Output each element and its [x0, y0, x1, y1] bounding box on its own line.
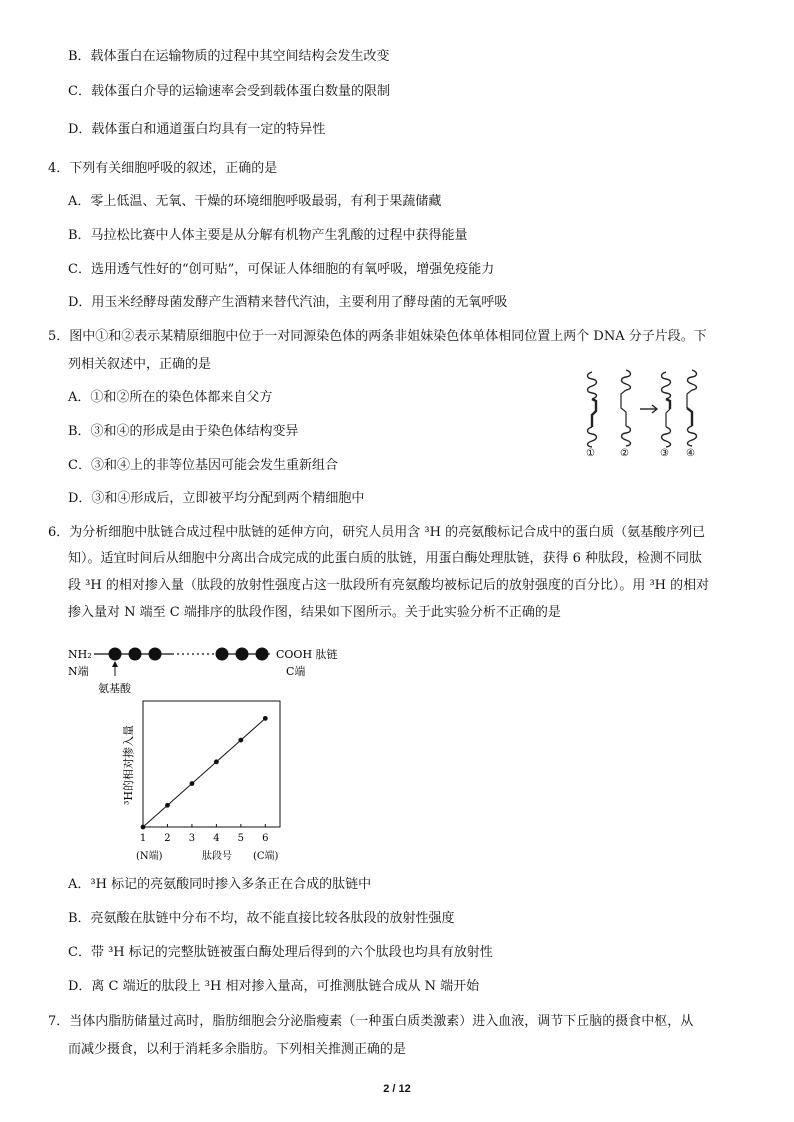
- data-point: [214, 759, 219, 764]
- x-tick-label: 1: [139, 833, 147, 844]
- trend-line: [143, 718, 265, 827]
- n-end-label: N端: [68, 665, 89, 678]
- fig-label-3: ③: [660, 448, 669, 459]
- q6-option-d: D．离 C 端近的肽段上 ³H 相对掺入量高，可推测肽链合成从 N 端开始: [68, 979, 480, 994]
- amino-acid-dot: [109, 648, 122, 661]
- q6-stem-line2: 知）。适宜时间后从细胞中分离出合成完成的此蛋白质的肽链，用蛋白酶处理肽链，获得 6 种肽段，检测不同肽: [68, 551, 703, 566]
- q6-stem-line3: 段 ³H 的相对掺入量（肽段的放射性强度占这一肽段所有亮氨酸均被标记后的放射强度的百分比）。用 ³H 的相对: [68, 578, 710, 593]
- y-axis-label: ³H的相对掺入量: [122, 724, 135, 806]
- amino-acid-dot: [236, 648, 249, 661]
- q6-option-a: A．³H 标记的亮氨酸同时掺入多条正在合成的肽链中: [68, 877, 372, 892]
- q5-option-b: B．③和④的形成是由于染色体结构变异: [68, 424, 299, 439]
- fig-label-2: ②: [620, 448, 629, 459]
- q4-option-d: D．用玉米经酵母菌发酵产生酒精来替代汽油，主要利用了酵母菌的无氧呼吸: [68, 295, 508, 310]
- data-point: [190, 781, 195, 786]
- q5-option-c: C．③和④上的非等位基因可能会发生重新组合: [68, 458, 338, 473]
- q6-option-c: C．带 ³H 标记的完整肽链被蛋白酶处理后得到的六个肽段也均具有放射性: [68, 945, 493, 960]
- amino-acid-dot: [149, 648, 162, 661]
- q7-stem-line2: 而减少摄食，以利于消耗多余脂肪。下列相关推测正确的是: [68, 1042, 407, 1057]
- q3-option-b: B．载体蛋白在运输物质的过程中其空间结构会发生改变: [68, 49, 390, 64]
- q6-stem-line4: 掺入量对 N 端至 C 端排序的肽段作图，结果如下图所示。关于此实验分析不正确的是: [68, 605, 561, 620]
- data-point: [263, 716, 268, 721]
- label-incorporation-chart: [110, 695, 290, 870]
- fig-label-1: ①: [586, 448, 595, 459]
- q3-option-c: C．载体蛋白介导的运输速率会受到载体蛋白数量的限制: [68, 84, 390, 99]
- q6-option-b: B．亮氨酸在肽链中分布不均，故不能直接比较各肽段的放射性强度: [68, 911, 455, 926]
- cooh-label: COOH 肽链: [276, 648, 338, 661]
- amino-acid-label: 氨基酸: [98, 682, 131, 695]
- amino-acid-dot: [129, 648, 142, 661]
- q5-stem-line2: 列相关叙述中，正确的是: [68, 357, 212, 372]
- amino-acid-dot: [256, 648, 269, 661]
- q4-option-b: B．马拉松比赛中人体主要是从分解有机物产生乳酸的过程中获得能量: [68, 228, 468, 243]
- q3-option-d: D．载体蛋白和通道蛋白均具有一定的特异性: [68, 122, 326, 137]
- x-axis-label: 肽段号: [202, 851, 232, 862]
- q5-option-d: D．③和④形成后，立即被平均分配到两个精细胞中: [68, 491, 365, 506]
- x-axis-label-c: (C端): [253, 851, 279, 862]
- q6-stem-line1: 6．为分析细胞中肽链合成过程中肽链的延伸方向，研究人员用含 ³H 的亮氨酸标记合成中的蛋白质（氨基酸序列已: [48, 525, 706, 540]
- q4-stem: 4．下列有关细胞呼吸的叙述，正确的是: [48, 161, 278, 176]
- page-number: 2 / 12: [383, 1083, 411, 1095]
- peptide-chain-diagram: [60, 640, 380, 700]
- q5-stem-line1: 5．图中①和②表示某精原细胞中位于一对同源染色体的两条非姐妹染色体单体相同位置上两个 DNA 分子片段。下: [48, 329, 707, 344]
- x-tick-label: 6: [262, 833, 269, 844]
- c-end-label: C端: [286, 665, 306, 678]
- x-tick-label: 3: [188, 833, 196, 844]
- data-point: [165, 803, 170, 808]
- x-tick-label: 2: [164, 833, 171, 844]
- fig-label-4: ④: [686, 448, 695, 459]
- nh2-label: NH₂: [68, 648, 92, 661]
- x-tick-label: 4: [213, 833, 220, 844]
- q7-stem-line1: 7．当体内脂肪储量过高时，脂肪细胞会分泌脂瘦素（一种蛋白质类激素）进入血液，调节下丘脑的摄食中枢，从: [48, 1014, 694, 1029]
- x-axis-label-n: (N端): [136, 851, 163, 862]
- data-point: [238, 738, 243, 743]
- amino-acid-dot: [216, 648, 229, 661]
- q4-option-a: A．零上低温、无氧、干燥的环境细胞呼吸最弱，有利于果蔬储藏: [68, 194, 442, 209]
- q4-option-c: C．选用透气性好的“创可贴”，可保证人体细胞的有氧呼吸，增强免疫能力: [68, 262, 495, 277]
- q5-option-a: A．①和②所在的染色体都来自父方: [68, 390, 273, 405]
- x-tick-label: 5: [237, 833, 245, 844]
- dna-crossover-figure: [580, 364, 710, 460]
